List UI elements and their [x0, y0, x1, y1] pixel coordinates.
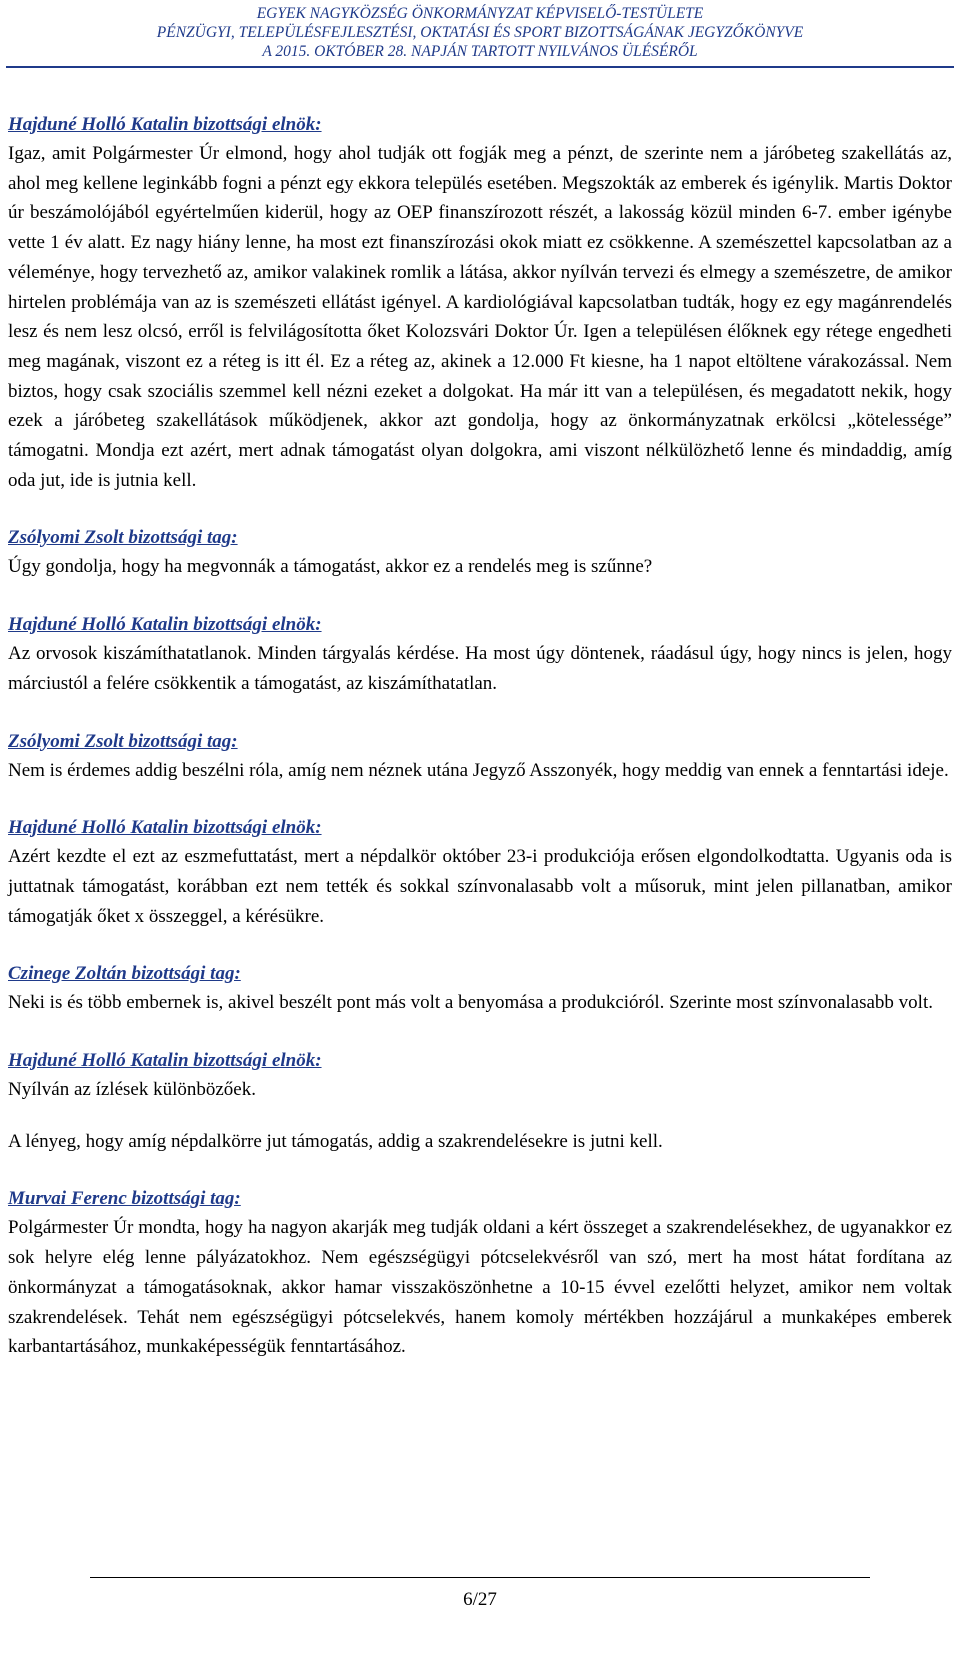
section	[8, 959, 952, 1018]
speaker-name: Zsólyomi Zsolt bizottsági tag:	[8, 730, 238, 752]
header-line-3: A 2015. OKTÓBER 28. NAPJÁN TARTOTT NYILVÁNOS ÜLÉSÉRŐL	[262, 43, 698, 60]
statement-text: Úgy gondolja, hogy ha megvonnák a támogatást, akkor ez a rendelés meg is szűnne?	[8, 556, 653, 578]
section	[8, 1184, 952, 1362]
section	[8, 610, 952, 698]
section	[8, 110, 952, 495]
page-number: 6/27	[463, 1589, 497, 1610]
speaker-name: Czinege Zoltán bizottsági tag:	[8, 963, 241, 985]
speaker-name: Murvai Ferenc bizottsági tag:	[8, 1188, 241, 1210]
section	[8, 1046, 952, 1156]
statement-text: Neki is és több embernek is, akivel beszélt pont más volt a benyomása a produkcióról. Szerinte most színvonalasabb volt.	[8, 992, 933, 1014]
header-line-2: PÉNZÜGYI, TELEPÜLÉSFEJLESZTÉSI, OKTATÁSI ÉS SPORT BIZOTTSÁGÁNAK JEGYZŐKÖNYVE	[156, 24, 804, 41]
page-header	[0, 4, 960, 61]
statement-text: A lényeg, hogy amíg népdalkörre jut támogatás, addig a szakrendelésekre is jutni kell.	[8, 1130, 663, 1152]
statement-text: Az orvosok kiszámíthatatlanok. Minden tárgyalás kérdése. Ha most úgy döntenek, ráadásul úgy, hogy nincs is jelen, hogy márciustól a felére csökkentik a támogatást, az kiszámíthatatlan.	[8, 643, 952, 694]
speaker-name: Hajduné Holló Katalin bizottsági elnök:	[8, 114, 322, 135]
section	[8, 727, 952, 786]
speaker-name: Hajduné Holló Katalin bizottsági elnök:	[8, 817, 322, 839]
header-divider	[6, 66, 954, 68]
statement-text: Nyílván az ízlések különbözőek.	[8, 1079, 256, 1101]
section	[8, 813, 952, 931]
statement-text: Nem is érdemes addig beszélni róla, amíg nem néznek utána Jegyző Asszonyék, hogy meddig van ennek a fenntartási ideje.	[8, 759, 949, 781]
minutes-body	[8, 110, 952, 1362]
statement-text: Igaz, amit Polgármester Úr elmond, hogy ahol tudják ott fogják meg a pénzt, de szerinte nem a járóbeteg szakellátás az, ahol meg kellene leginkább fogni a pénzt egy ekkora település esetében. Megszokták az emberek és igénylik. Martis Doktor úr beszámolójából egyértelműen kiderül, hogy az OEP finanszírozott részét, a lakosság közül minden 6-7. ember igénybe vette 1 év alatt. Ez nagy hiány lenne, ha most ezt finanszírozási okok miatt ez csökkenne. A szemészettel kapcsolatban az a véleménye, hogy tervezhető az, amikor valakinek romlik a látása, akkor nyílván tervezi és elmegy a szemészetre, de amikor hirtelen problémája van az is szemészeti ellátást igényel. A kardiológiával kapcsolatban tudták, hogy ez egy magánrendelés lesz és nem lesz olcsó, erről is felvilágosította őket Kolozsvári Doktor Úr. Igen a településen élőknek egy rétege engedheti meg magának, viszont ez a réteg is itt él. Ez a réteg az, akinek a 12.000 Ft kiesne, ha 1 napot eltöltene várakozással. Nem biztos, hogy csak szociális szemmel kell nézni ezeket a dolgokat. Ha már itt van a településen, és megadatott nekik, hogy ezek a járóbeteg szakellátások működjenek, akkor azt gondolja, hogy az önkormányzatnak erkölcsi „kötelessége” támogatni. Mondja ezt azért, mert adnak támogatást olyan dolgokra, ami viszont nélkülözhető lenne és mindaddig, amíg oda jut, ide is jutnia kell.	[8, 143, 952, 491]
statement-text: Azért kezdte el ezt az eszmefuttatást, mert a népdalkör október 23-i produkciója erősen elgondolkodtatta. Ugyanis oda is juttatnak támogatást, korábban ezt nem tették és sokkal színvonalasabb volt a műsoruk, mint jelen pillanatban, amikor támogatják őket x összeggel, a kérésükre.	[8, 846, 952, 927]
speaker-name: Zsólyomi Zsolt bizottsági tag:	[8, 527, 238, 549]
speaker-name: Hajduné Holló Katalin bizottsági elnök:	[8, 1050, 322, 1072]
footer-divider	[90, 1577, 870, 1578]
statement-text: Polgármester Úr mondta, hogy ha nagyon akarják meg tudják oldani a kért összeget a szakrendelésekhez, de ugyanakkor ez sok helyre elég lenne pályázatokhoz. Nem egészségügyi pótcselekvésről van szó, mert ha most hátat fordítana az önkormányzat a támogatásoknak, akkor hamar visszaköszönhetne a 10-15 évvel ezelőtti helyzet, amikor nem voltak szakrendelések. Tehát nem egészségügyi pótcselekvés, hanem komoly mértékben hozzájárul a munkaképes emberek karbantartásához, munkaképességük fenntartásához.	[8, 1217, 952, 1358]
header-line-1: EGYEK NAGYKÖZSÉG ÖNKORMÁNYZAT KÉPVISELŐ-TESTÜLETE	[256, 5, 704, 22]
speaker-name: Hajduné Holló Katalin bizottsági elnök:	[8, 614, 322, 636]
section	[8, 523, 952, 582]
